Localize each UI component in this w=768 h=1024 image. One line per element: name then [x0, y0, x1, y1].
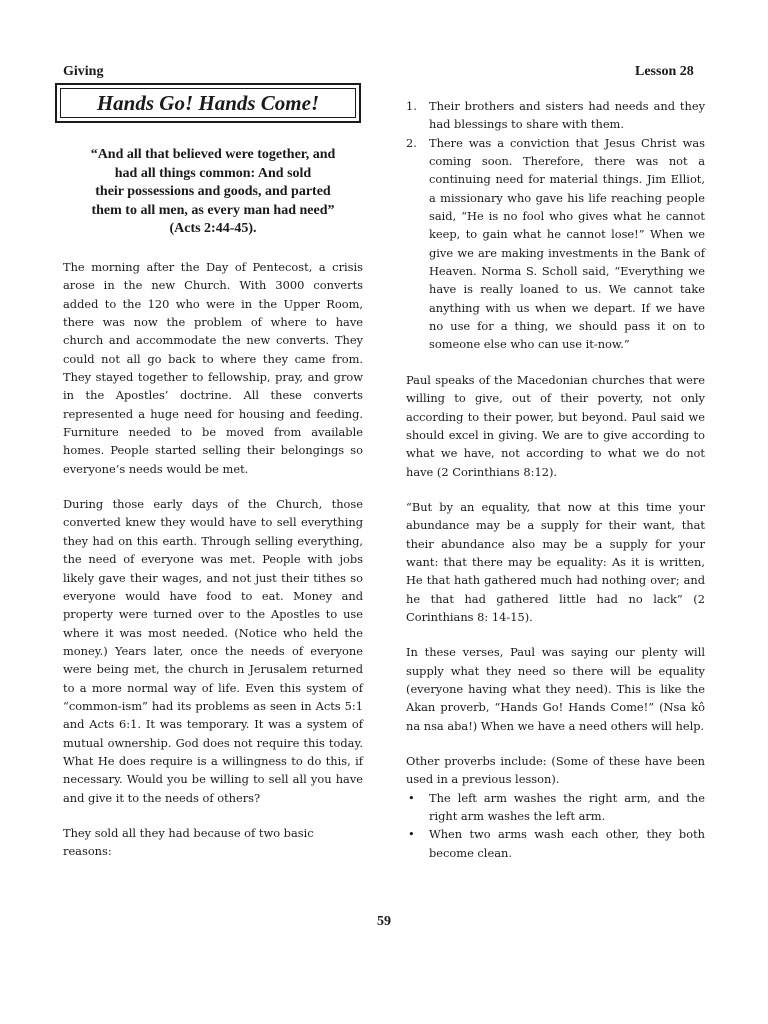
reasons-list: [406, 97, 705, 354]
scripture-quote: [63, 146, 363, 239]
list-item-text: There was a conviction that Jesus Christ was coming soon. Therefore, there was not a continuing need for material things. Jim Elliot, a missionary who gave his life reaching people said, “He is no fool who gives what he cannot keep, to gain what he cannot lose!” When we give we are making investments in the Bank of Heaven. Norma S. Scholl said, “Everything we have is really loaned to us. We cannot take anything with us when we depart. If we have no use for a thing, we should pass it on to someone else who can use it-now.”: [429, 135, 705, 352]
bullet-icon: •: [408, 827, 415, 842]
scripture-line: them to all men, as every man had need”: [91, 202, 335, 218]
list-marker: 1.: [406, 99, 417, 113]
list-item: [406, 825, 705, 862]
page-title: Hands Go! Hands Come!: [60, 88, 356, 118]
proverbs-intro: Other proverbs include: (Some of these have been used in a previous lesson).: [406, 754, 705, 787]
list-item-text: The left arm washes the right arm, and the right arm washes the left arm.: [429, 790, 705, 824]
list-item: [406, 789, 705, 826]
paragraph: Paul speaks of the Macedonian churches that were willing to give, out of their poverty, not only according to their power, but beyond. Paul said we should excel in giving. We are to give according to what we have, not according to what we do not have (2 Corinthians 8:12).: [406, 372, 705, 479]
proverbs-list: [406, 789, 705, 862]
lesson-header: Lesson 28: [635, 64, 694, 79]
section-header: Giving: [63, 64, 104, 79]
list-item-text: Their brothers and sisters had needs and they had blessings to share with them.: [429, 99, 705, 132]
paragraph: They sold all they had because of two basic reasons:: [63, 825, 314, 859]
paragraph: In these verses, Paul was saying our plenty will supply what they need so there will be equality (everyone having what they need). This is like the Akan proverb, “Hands Go! Hands Come!” (Nsa kô na nsa aba!) When we have a need others will help.: [406, 645, 705, 733]
scripture-line: “And all that believed were together, and: [90, 147, 336, 162]
paragraph: The morning after the Day of Pentecost, a crisis arose in the new Church. With 3000 converts added to the 120 who were in the Upper Room, there was now the problem of where to have church and accommodate the new converts. They could not all go back to where they came from. They stayed together to fellowship, pray, and grow in the Apostles’ doctrine. All these converts represented a huge need for housing and feeding. Furniture needed to be moved from available homes. People started selling their belongings so everyone’s needs would be met.: [63, 260, 363, 476]
scripture-line: their possessions and goods, and parted: [95, 184, 331, 200]
list-marker: 2.: [406, 135, 417, 150]
page-number: 59: [377, 914, 391, 929]
paragraph: “But by an equality, that now at this time your abundance may be a supply for their want, that their abundance also may be a supply for your want: that there may be equality: As it is written, He that hath gathered much had nothing over; and he that had gathered little had no lack” (2 Corinthians 8: 14-15).: [406, 499, 705, 624]
title-box: [55, 83, 361, 123]
bullet-icon: •: [408, 790, 415, 805]
scripture-reference: (Acts 2:44-45).: [169, 221, 257, 237]
scripture-line: had all things common: And sold: [114, 165, 312, 181]
paragraph: During those early days of the Church, those converted knew they would have to sell everything they had on this earth. Through selling everything, the need of everyone was met. People with jobs likely gave their wages, and not just their tithes so everyone would have food to eat. Money and property were turned over to the Apostles to use where it was most needed. (Notice who held the money.) Years later, once the needs of everyone were being met, the church in Jerusalem returned to a more normal way of life. Even this system of “common-ism” had its problems as seen in Acts 5:1 and Acts 6:1. It was temporary. It was a system of mutual ownership. God does not require this today. What He does require is a willingness to do this, if necessary. Would you be willing to sell all you have and give it to the needs of others?: [63, 497, 363, 805]
list-item: [406, 97, 705, 134]
list-item: [406, 134, 705, 354]
left-column: [63, 258, 363, 878]
right-column: [406, 97, 705, 862]
list-item-text: When two arms wash each other, they both become clean.: [429, 827, 705, 860]
